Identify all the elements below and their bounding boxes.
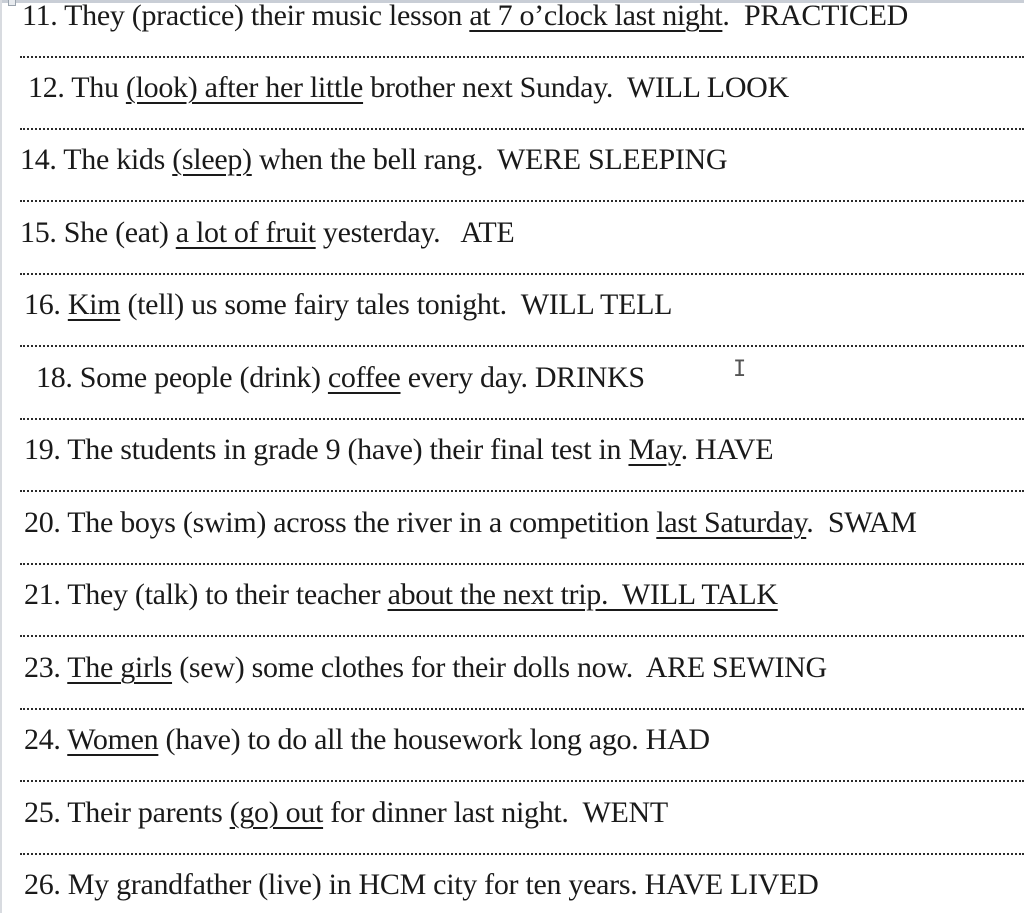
underlined-phrase: The girls xyxy=(67,651,173,684)
exercise-row xyxy=(0,0,1024,63)
exercise-row xyxy=(0,569,1024,642)
sentence-text: yesterday. ATE xyxy=(315,216,515,249)
underlined-phrase: (sleep) xyxy=(172,143,252,176)
sentence-text: 26. My grandfather (live) in HCM city for ten years. HAVE LIVED xyxy=(24,868,819,901)
sentence-text: . HAVE xyxy=(680,433,774,466)
sentence-text: 25. Their parents xyxy=(24,796,230,829)
exercise-sentence xyxy=(24,430,773,470)
sentence-text: 12. Thu xyxy=(28,71,126,104)
exercise-sentence xyxy=(20,213,514,253)
exercise-row xyxy=(0,497,1024,570)
exercise-row xyxy=(0,352,1024,425)
sentence-text: (tell) us some fairy tales tonight. WILL TELL xyxy=(120,288,673,321)
sentence-text: when the bell rang. WERE SLEEPING xyxy=(251,143,728,176)
sentence-text: every day. DRINKS xyxy=(400,361,645,394)
sentence-text: 24. xyxy=(24,723,68,756)
underlined-phrase: about the next trip. WILL TALK xyxy=(387,578,778,611)
exercise-sentence xyxy=(24,793,668,833)
sentence-text: for dinner last night. WENT xyxy=(323,796,668,829)
sentence-text: 11. They (practice) their music lesson xyxy=(22,0,470,32)
sentence-text: . PRACTICED xyxy=(722,0,908,32)
exercise-row xyxy=(0,859,1024,913)
sentence-text: 19. The students in grade 9 (have) their final test in xyxy=(24,433,629,466)
exercise-sentence xyxy=(28,68,789,108)
sentence-text: 21. They (talk) to their teacher xyxy=(24,578,388,611)
sentence-text: (sew) some clothes for their dolls now. ARE SEWING xyxy=(172,651,827,684)
underlined-phrase: May xyxy=(628,433,681,466)
exercise-sentence xyxy=(24,575,778,615)
dotted-answer-line xyxy=(20,345,1024,347)
exercise-sentence xyxy=(24,285,672,325)
dotted-answer-line xyxy=(20,780,1024,782)
underlined-phrase: Kim xyxy=(67,288,121,321)
exercise-row xyxy=(0,279,1024,352)
dotted-answer-line xyxy=(20,563,1024,565)
exercise-sentence xyxy=(24,720,710,760)
exercise-sentence xyxy=(22,0,908,36)
underlined-phrase: a lot of fruit xyxy=(175,216,316,249)
exercise-row xyxy=(0,714,1024,787)
underlined-phrase: Women xyxy=(67,723,159,756)
underlined-phrase: last Saturday xyxy=(656,506,807,539)
dotted-answer-line xyxy=(20,273,1024,275)
exercise-row xyxy=(0,424,1024,497)
sentence-text: 14. The kids xyxy=(20,143,173,176)
exercise-sentence xyxy=(20,140,727,180)
exercise-sentence xyxy=(24,865,819,905)
dotted-answer-line xyxy=(20,56,1024,58)
exercise-row xyxy=(0,642,1024,715)
underlined-phrase: coffee xyxy=(327,361,401,394)
dotted-answer-line xyxy=(20,200,1024,202)
text-cursor-icon: I xyxy=(733,357,747,382)
sentence-text: 16. xyxy=(24,288,68,321)
dotted-answer-line xyxy=(20,490,1024,492)
sentence-text: 23. xyxy=(24,651,68,684)
exercise-sentence xyxy=(24,503,917,543)
dotted-answer-line xyxy=(20,418,1024,420)
underlined-phrase: (look) after her little xyxy=(125,71,364,104)
underlined-phrase: (go) out xyxy=(229,796,324,829)
sentence-text: . SWAM xyxy=(806,506,917,539)
exercise-sentence xyxy=(24,648,827,688)
sentence-text: (have) to do all the housework long ago. HAD xyxy=(158,723,710,756)
dotted-answer-line xyxy=(20,853,1024,855)
exercise-row xyxy=(0,62,1024,135)
dotted-answer-line xyxy=(20,708,1024,710)
sentence-text: brother next Sunday. WILL LOOK xyxy=(363,71,789,104)
exercise-row xyxy=(0,207,1024,280)
exercise-row xyxy=(0,787,1024,860)
exercise-row xyxy=(0,134,1024,207)
underlined-phrase: at 7 o’clock last night xyxy=(469,0,723,32)
dotted-answer-line xyxy=(20,128,1024,130)
exercise-sentence xyxy=(36,358,645,398)
sentence-text: 15. She (eat) xyxy=(20,216,176,249)
dotted-answer-line xyxy=(20,635,1024,637)
sentence-text: 20. The boys (swim) across the river in a competition xyxy=(24,506,657,539)
sentence-text: 18. Some people (drink) xyxy=(36,361,328,394)
